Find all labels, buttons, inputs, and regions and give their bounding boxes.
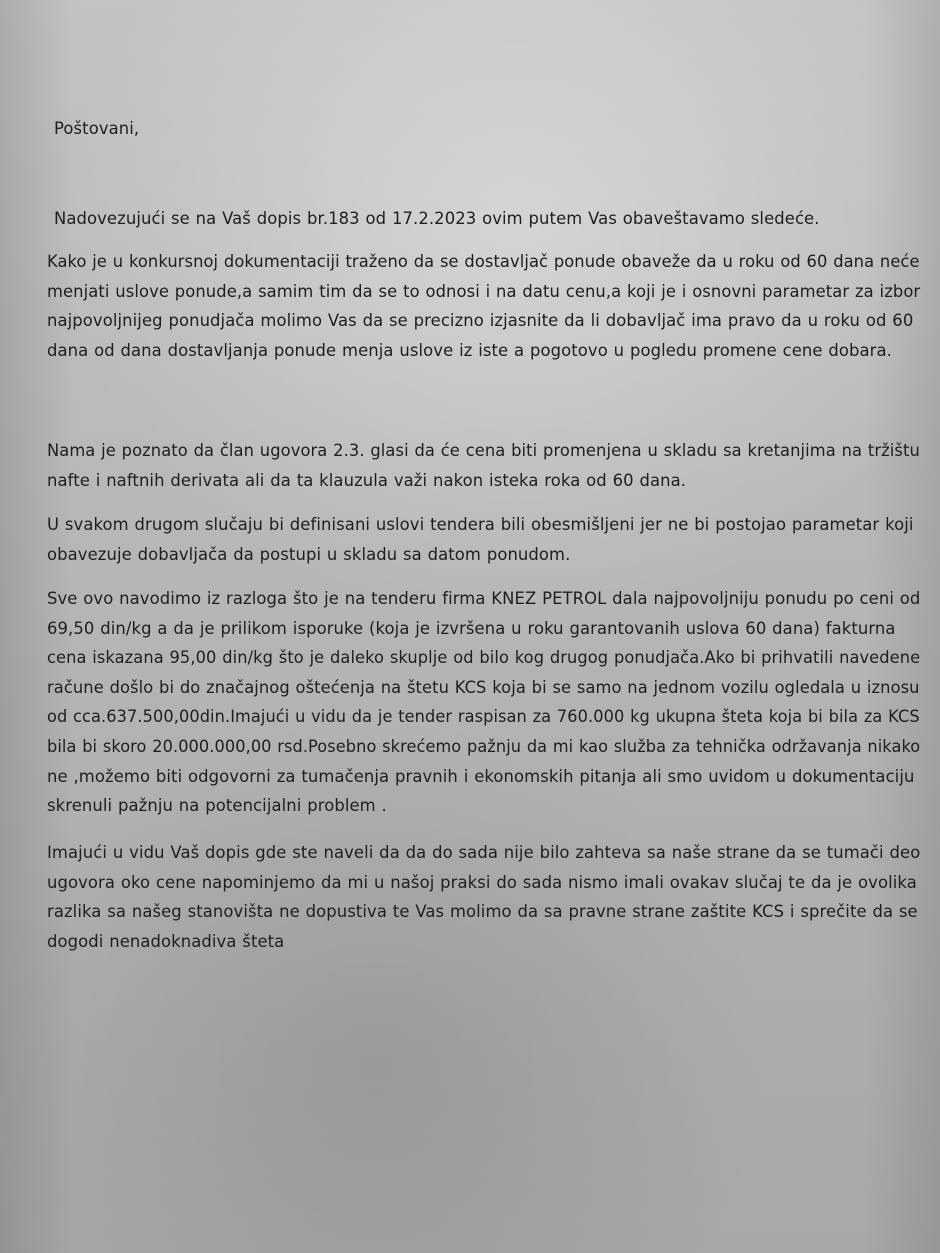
- paragraph-line: Sve ovo navodimo iz razloga što je na tenderu firma KNEZ PETROL dala najpovoljniju ponudu po ceni od: [47, 589, 921, 608]
- paragraph-line: 69,50 din/kg a da je prilikom isporuke (koja je izvršena u roku garantovanih uslova 60 dana) fakturna: [47, 618, 896, 638]
- paragraph-line: račune došlo bi do značajnog oštećenja na štetu KCS koja bi se samo na jednom vozilu ogledala u iznosu: [47, 677, 920, 697]
- paragraph-line: ugovora oko cene napominjemo da mi u našoj praksi do sada nismo imali ovakav slučaj te da je ovolika: [47, 872, 917, 892]
- paragraph-line: U svakom drugom slučaju bi definisani uslovi tendera bili obesmišljeni jer ne bi postojao parametar koji: [47, 515, 914, 534]
- paragraph-line: nafte i naftnih derivata ali da ta klauzula važi nakon isteka roka od 60 dana.: [47, 470, 687, 490]
- paragraph-line: ne ,možemo biti odgovorni za tumačenja pravnih i ekonomskih pitanja ali smo uvidom u dokumentaciju: [47, 766, 915, 786]
- paragraph-line: dogodi nenadoknadiva šteta: [47, 931, 285, 951]
- paragraph-line: Kako je u konkursnoj dokumentaciji traženo da se dostavljač ponude obaveže da u roku od 60 dana neće: [47, 252, 920, 271]
- paragraph-contract-clause: [47, 436, 920, 495]
- paragraph-line: cena iskazana 95,00 din/kg što je daleko skuplje od bilo kog drugog ponudjača.Ako bi prihvatili navedene: [47, 648, 921, 668]
- paragraph-damage-estimate: [47, 584, 921, 821]
- paragraph-line: razlika sa našeg stanovišta ne dopustiva te Vas molimo da sa pravne strane zaštite KCS i sprečite da se: [47, 902, 918, 922]
- paragraph-line: dana od dana dostavljanja ponude menja uslove iz iste a pogotovo u pogledu promene cene dobara.: [47, 340, 892, 360]
- paragraph-line: Nama je poznato da član ugovora 2.3. glasi da će cena biti promenjena u skladu sa kretanjima na tržištu: [47, 441, 920, 460]
- paragraph-tender-conditions: [47, 247, 921, 365]
- paragraph-line: bila bi skoro 20.000.000,00 rsd.Posebno skrećemo pažnju da mi kao služba za tehnička održavanja nikako: [47, 736, 921, 756]
- paragraph-other-case: [47, 510, 914, 569]
- paragraph-closing-request: [47, 838, 921, 956]
- paragraph-line: najpovoljnijeg ponudjača molimo Vas da se precizno izjasnite da li dobavljač ima pravo da u roku od 60: [47, 311, 914, 331]
- paragraph-line: Imajući u vidu Vaš dopis gde ste naveli da da do sada nije bilo zahteva sa naše strane da se tumači deo: [47, 843, 921, 862]
- paragraph-line: skrenuli pažnju na potencijalni problem .: [47, 796, 387, 816]
- paragraph-line: obavezuje dobavljača da postupi u skladu sa datom ponudom.: [47, 544, 571, 564]
- letter-greeting: Poštovani,: [54, 119, 140, 138]
- letter-intro: Nadovezujući se na Vaš dopis br.183 od 17.2.2023 ovim putem Vas obaveštavamo sledeće.: [54, 209, 820, 228]
- paragraph-line: menjati uslove ponude,a samim tim da se to odnosi i na datu cenu,a koji je i osnovni parametar za izbor: [47, 281, 921, 301]
- paragraph-line: od cca.637.500,00din.Imajući u vidu da je tender raspisan za 760.000 kg ukupna šteta koja bi bila za KCS: [47, 707, 920, 727]
